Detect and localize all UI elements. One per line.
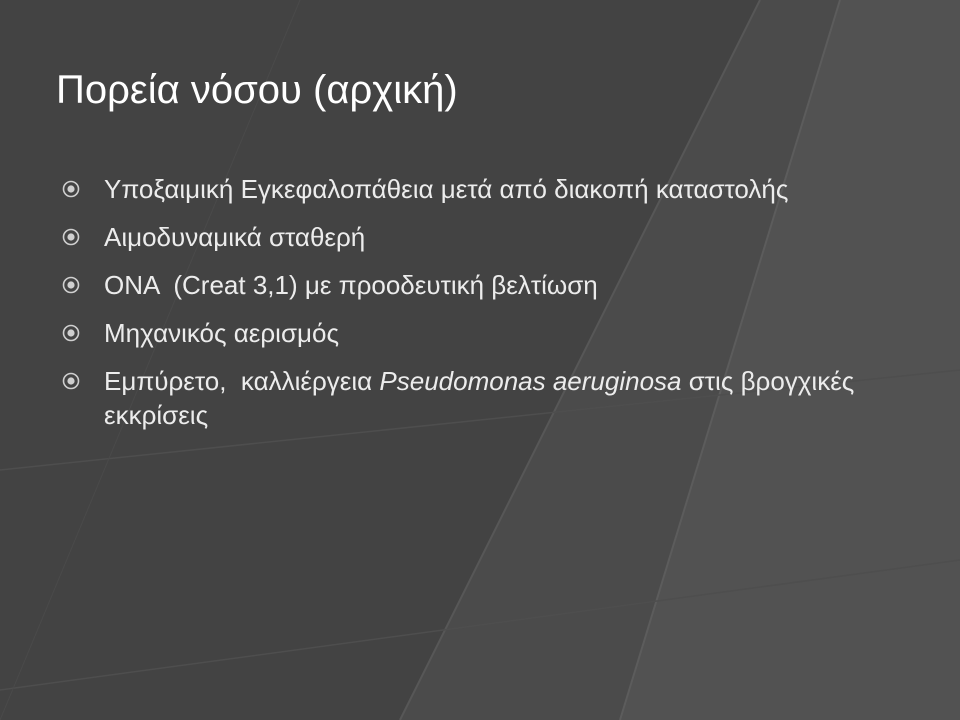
bullet-text: Υποξαιμική Εγκεφαλοπάθεια μετά από διακοπή καταστολής [104,174,789,204]
bullet-item [60,220,880,254]
target-circle-icon [62,228,80,246]
slide-title: Πορεία νόσου (αρχική) [56,68,458,112]
bullet-list [60,172,880,446]
target-circle-icon [62,372,80,390]
bullet-text: Αιμοδυναμικά σταθερή [104,222,366,252]
bullet-text-italic: Pseudomonas aeruginosa [379,366,682,396]
bullet-text-suffix: στις βρογχικές εκκρίσεις [104,366,862,430]
bullet-text: Μηχανικός αερισμός [104,318,339,348]
bullet-item [60,364,880,432]
bullet-text: ΟΝΑ (Creat 3,1) με προοδευτική βελτίωση [104,270,598,300]
bullet-item [60,268,880,302]
bullet-text-prefix: Εμπύρετο, καλλιέργεια [104,366,380,396]
bullet-item [60,316,880,350]
target-circle-icon [62,324,80,342]
target-circle-icon [62,180,80,198]
bullet-item [60,172,880,206]
target-circle-icon [62,276,80,294]
